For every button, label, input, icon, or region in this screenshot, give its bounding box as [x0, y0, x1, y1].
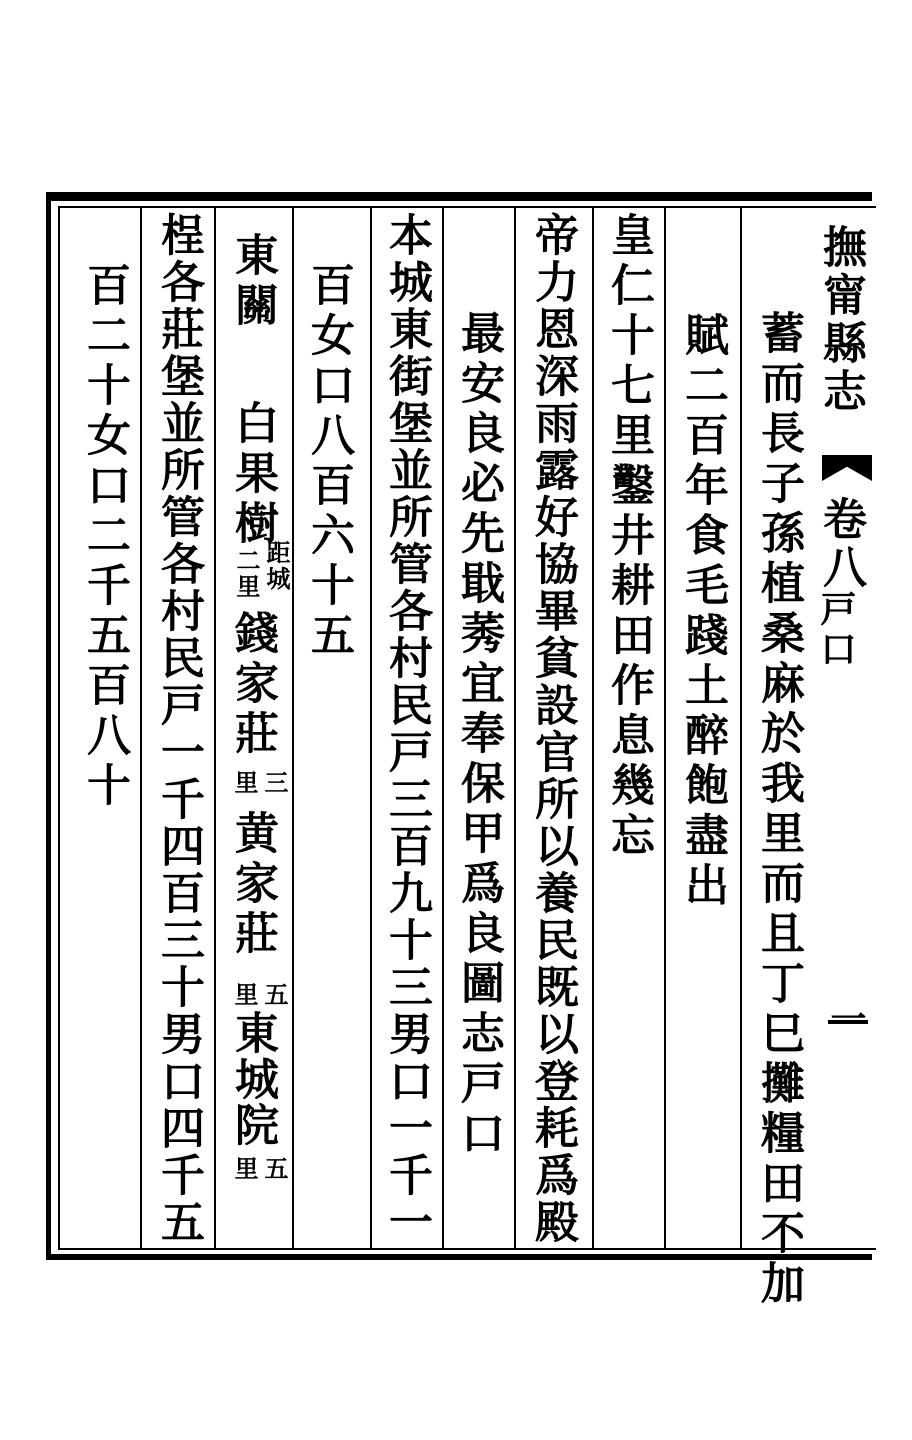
- text-column-9: 桯各莊堡並所管各村民戸一千四百三十男口四千五: [153, 212, 204, 1246]
- text-column-1: 蓄而長子孫植桑麻於我里而且丁巳攤糧田不加: [753, 310, 804, 1310]
- column-rule: [442, 206, 444, 1250]
- text-column-5: 最安良必先戢莠宜奉保甲爲良圖志戸口: [453, 310, 504, 1160]
- text-column-7: 百女口八百六十五: [303, 262, 354, 662]
- book-title: 撫甯縣志: [815, 224, 866, 416]
- note-huang-2: 里: [230, 982, 259, 1008]
- page-number: 一: [825, 1000, 867, 1040]
- section-label: 戸口: [815, 590, 857, 670]
- text-column-8-east-gate: 東關: [227, 232, 278, 332]
- column-rule: [370, 206, 372, 1250]
- note-distance: 距城: [262, 540, 291, 592]
- text-column-6: 本城東街堡並所管各村民戸三百九十三男口一千一: [381, 212, 432, 1246]
- place-huangjiazhuang: 黄家莊: [227, 810, 278, 960]
- text-column-4: 帝力恩深雨露好協畢貧設官所以養民既以登耗爲殿: [527, 212, 578, 1246]
- note-dong-2: 里: [230, 1156, 259, 1182]
- text-column-3: 皇仁十七里鑿井耕田作息幾忘: [603, 212, 654, 862]
- column-rule: [140, 206, 142, 1250]
- column-rule: [740, 206, 742, 1250]
- column-rule: [292, 206, 294, 1250]
- column-rule: [514, 206, 516, 1250]
- column-rule: [592, 206, 594, 1250]
- text-column-10: 百二十女口二千五百八十: [79, 262, 130, 812]
- note-dong-1: 五: [260, 1156, 289, 1182]
- place-dongchengyuan: 東城院: [227, 1010, 278, 1148]
- column-rule: [214, 206, 216, 1250]
- place-baiguoshu: 白果樹: [227, 400, 278, 550]
- juan-label: 卷八: [815, 496, 866, 592]
- note-qian-1: 三: [260, 770, 289, 796]
- place-qianjiazhuang: 錢家莊: [227, 610, 278, 760]
- note-huang-1: 五: [260, 982, 289, 1008]
- note-distance-2: 二里: [232, 548, 261, 600]
- column-rule: [664, 206, 666, 1250]
- note-qian-2: 里: [230, 770, 259, 796]
- text-column-2: 賦二百年食毛踐土醉飽盡出: [677, 312, 728, 912]
